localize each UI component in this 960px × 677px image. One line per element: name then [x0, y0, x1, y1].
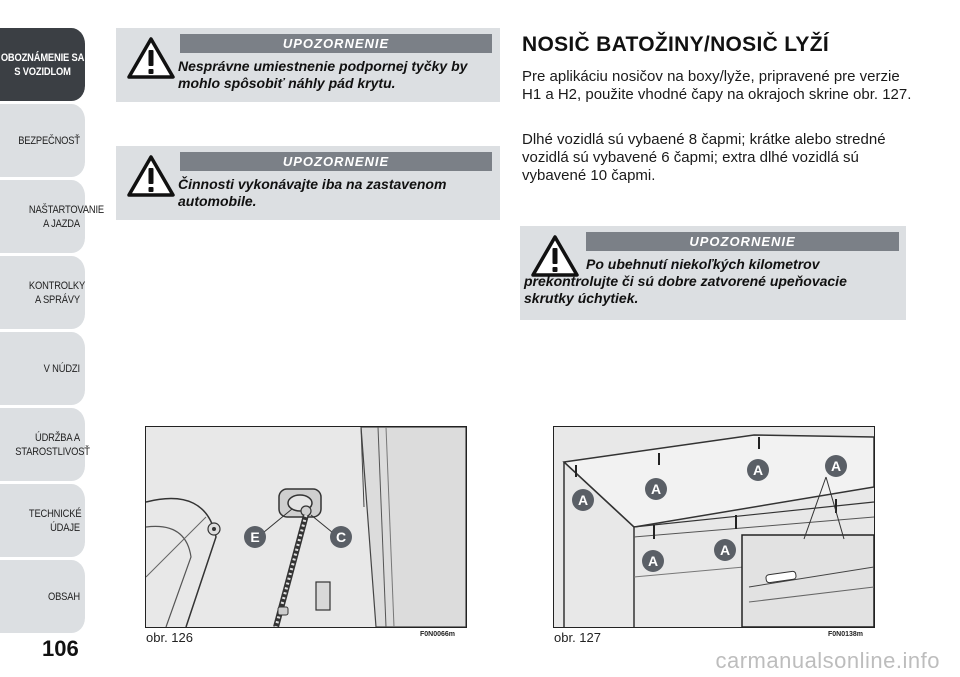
- paragraph: Pre aplikáciu nosičov na boxy/lyže, pripravené pre verzie H1 a H2, použite vhodné čapy na okrajoch skrine obr. 127.: [522, 68, 912, 103]
- tab-v-nudzi[interactable]: [0, 332, 85, 406]
- tab-bezpecnost[interactable]: [0, 104, 85, 178]
- hood-prop-illustration: [146, 427, 466, 627]
- figure-126: [145, 426, 467, 628]
- warning-box: [520, 226, 906, 320]
- warning-title: UPOZORNENIE: [180, 34, 492, 53]
- callout-marker: A: [747, 459, 769, 481]
- tab-label: OBOZNÁMENIE SA S VOZIDLOM: [0, 51, 85, 78]
- warning-text: Po ubehnutí niekoľkých kilometrov prekontrolujte či sú dobre zatvorené upeňovacie skrutky úchytiek.: [524, 256, 847, 306]
- figure-code: F0N0138m: [828, 631, 864, 638]
- warning-text: Nesprávne umiestnenie podpornej tyčky by mohlo spôsobiť náhly pád krytu.: [178, 58, 468, 91]
- callout-marker: A: [572, 489, 594, 511]
- callout-marker: C: [330, 526, 352, 548]
- tab-technicke[interactable]: [0, 484, 85, 558]
- figure-caption: obr. 127: [554, 630, 601, 645]
- figure-caption: obr. 126: [146, 630, 193, 645]
- paragraph: Dlhé vozidlá sú vybaené 8 čapmi; krátke alebo stredné vozidlá sú vybavené 6 čapmi; extra dlhé vozidlá sú vybavené 10 čapmi.: [522, 131, 886, 184]
- warning-title: UPOZORNENIE: [586, 232, 899, 251]
- tab-obsah[interactable]: [0, 560, 85, 634]
- tab-label: ÚDRŽBA A STAROSTLIVOSŤ: [15, 431, 90, 458]
- page-number: 106: [42, 636, 79, 661]
- callout-marker: E: [244, 526, 266, 548]
- warning-triangle-icon: [126, 36, 176, 80]
- tab-label: NAŠTARTOVANIE A JAZDA: [28, 203, 104, 230]
- tab-label: BEZPEČNOSŤ: [18, 134, 80, 147]
- tab-nastartovanie[interactable]: [0, 180, 104, 254]
- tab-label: TECHNICKÉ ÚDAJE: [28, 507, 82, 534]
- warning-box: [116, 28, 500, 102]
- watermark: carmanualsonline.info: [715, 648, 940, 673]
- warning-title: UPOZORNENIE: [180, 152, 492, 171]
- warning-box: [116, 146, 500, 220]
- tab-label: KONTROLKY A SPRÁVY: [28, 279, 86, 306]
- tab-label: V NÚDZI: [43, 362, 80, 375]
- tab-kontrolky[interactable]: [0, 256, 85, 330]
- figure-127: [553, 426, 875, 628]
- callout-marker: A: [642, 550, 664, 572]
- warning-text: Činnosti vykonávajte iba na zastavenom automobile.: [178, 176, 447, 209]
- callout-marker: A: [714, 539, 736, 561]
- callout-marker: A: [825, 455, 847, 477]
- tab-udrzba[interactable]: [0, 408, 90, 482]
- roof-rack-illustration: [554, 427, 874, 627]
- section-heading: NOSIČ BATOŽINY/NOSIČ LYŽÍ: [522, 33, 829, 56]
- figure-code: F0N0066m: [420, 631, 456, 638]
- tab-label: OBSAH: [48, 590, 80, 603]
- warning-triangle-icon: [126, 154, 176, 198]
- tab-oboznamenie[interactable]: [0, 28, 85, 102]
- callout-marker: A: [645, 478, 667, 500]
